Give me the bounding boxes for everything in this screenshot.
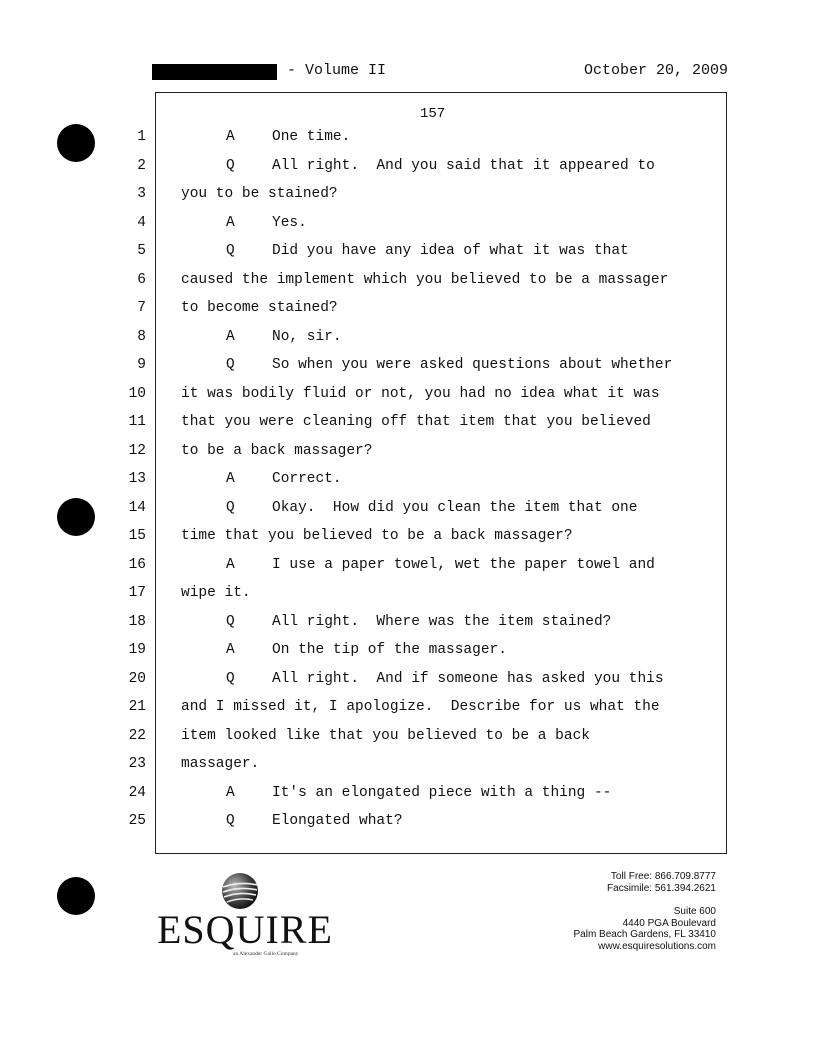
line-number: 9	[137, 357, 146, 373]
toll-free-number: Toll Free: 866.709.8777	[610, 871, 716, 882]
line-text: All right. And if someone has asked you this	[272, 670, 664, 687]
line-text: Yes.	[272, 214, 307, 231]
page-header	[152, 62, 728, 84]
line-number: 21	[128, 699, 146, 715]
transcript-line	[0, 386, 816, 415]
line-number: 4	[137, 214, 146, 231]
line-text: It's an elongated piece with a thing --	[272, 784, 612, 801]
speaker-label: A	[226, 556, 235, 573]
speaker-label: A	[226, 784, 235, 801]
line-number: 13	[128, 471, 146, 487]
line-text: On the tip of the massager.	[272, 642, 507, 658]
logo-tagline: an Alexander Gallo Company	[233, 951, 299, 957]
transcript-line	[0, 300, 816, 329]
line-text: Elongated what?	[272, 813, 403, 829]
line-number: 15	[128, 528, 146, 544]
line-number: 7	[137, 300, 146, 316]
transcript-line	[0, 728, 816, 757]
line-number: 19	[128, 642, 146, 658]
line-number: 11	[128, 414, 146, 430]
line-number: 18	[128, 613, 146, 630]
transcript-line	[0, 785, 816, 814]
speaker-label: A	[226, 471, 235, 487]
speaker-label: A	[226, 328, 235, 345]
globe-icon	[220, 871, 260, 911]
transcript-line	[0, 158, 816, 187]
line-number: 14	[128, 499, 146, 516]
line-text: wipe it.	[181, 585, 251, 601]
transcript-line	[0, 186, 816, 215]
page-number: 157	[420, 106, 446, 122]
line-text: One time.	[272, 129, 351, 145]
line-text: to be a back massager?	[181, 442, 373, 459]
line-number: 6	[137, 271, 146, 288]
transcript-line	[0, 642, 816, 671]
transcript-line	[0, 243, 816, 272]
transcript-line	[0, 756, 816, 785]
line-number: 22	[128, 727, 146, 744]
line-number: 12	[128, 442, 146, 459]
transcript-line	[0, 471, 816, 500]
line-number: 10	[128, 385, 146, 402]
esquire-logo	[157, 868, 333, 960]
line-text: item looked like that you believed to be a back	[181, 727, 590, 744]
line-text: you to be stained?	[181, 186, 338, 202]
line-text: I use a paper towel, wet the paper towel and	[272, 556, 655, 573]
line-text: No, sir.	[272, 328, 342, 345]
line-text: to become stained?	[181, 300, 338, 316]
line-number: 3	[137, 186, 146, 202]
line-text: Correct.	[272, 471, 342, 487]
address-city: Palm Beach Gardens, FL 33410	[573, 929, 716, 940]
facsimile-number: Facsimile: 561.394.2621	[607, 882, 716, 894]
line-text: it was bodily fluid or not, you had no idea what it was	[181, 385, 660, 402]
transcript-line	[0, 528, 816, 557]
transcript-line	[0, 699, 816, 728]
line-text: Did you have any idea of what it was that	[272, 243, 629, 259]
line-number: 16	[128, 556, 146, 573]
address-street: 4440 PGA Boulevard	[622, 917, 716, 929]
transcript-line	[0, 129, 816, 158]
line-text: Okay. How did you clean the item that one	[272, 499, 638, 516]
transcript-line	[0, 414, 816, 443]
line-text: caused the implement which you believed to be a massager	[181, 271, 669, 288]
volume-label: - Volume II	[287, 62, 387, 79]
line-number: 5	[137, 243, 146, 259]
speaker-label: Q	[226, 499, 235, 516]
line-number: 8	[137, 328, 146, 345]
transcript-line	[0, 585, 816, 614]
line-number: 2	[137, 157, 146, 174]
transcript-line	[0, 272, 816, 301]
transcript-lines	[0, 129, 816, 842]
line-number: 25	[128, 813, 146, 829]
transcript-line	[0, 671, 816, 700]
speaker-label: A	[226, 214, 235, 231]
line-text: All right. And you said that it appeared to	[272, 157, 655, 174]
line-number: 24	[128, 784, 146, 801]
line-number: 17	[128, 585, 146, 601]
line-text: that you were cleaning off that item that you believed	[181, 414, 651, 430]
transcript-line	[0, 813, 816, 842]
address-suite: Suite 600	[673, 906, 716, 917]
transcript-line	[0, 500, 816, 529]
line-number: 23	[128, 756, 146, 772]
logo-wordmark: ESQUIRE	[157, 907, 333, 952]
contact-block	[574, 871, 717, 952]
deposition-date: October 20, 2009	[583, 62, 728, 79]
line-number: 20	[128, 670, 146, 687]
line-text: massager.	[181, 756, 260, 772]
transcript-line	[0, 215, 816, 244]
line-text: So when you were asked questions about whether	[272, 357, 673, 373]
speaker-label: Q	[226, 613, 235, 630]
speaker-label: Q	[226, 670, 235, 687]
speaker-label: Q	[226, 157, 235, 174]
line-text: time that you believed to be a back massager?	[181, 528, 573, 544]
line-text: and I missed it, I apologize. Describe for us what the	[181, 699, 660, 715]
speaker-label: Q	[226, 243, 235, 259]
transcript-line	[0, 357, 816, 386]
transcript-line	[0, 614, 816, 643]
speaker-label: A	[226, 129, 235, 145]
line-number: 1	[137, 129, 146, 145]
transcript-line	[0, 443, 816, 472]
website-link[interactable]: www.esquiresolutions.com	[598, 940, 716, 952]
punch-hole-bottom	[57, 877, 95, 915]
transcript-line	[0, 329, 816, 358]
transcript-line	[0, 557, 816, 586]
line-text: All right. Where was the item stained?	[272, 613, 612, 630]
speaker-label: Q	[226, 813, 235, 829]
redaction-bar	[152, 64, 277, 80]
speaker-label: Q	[226, 357, 235, 373]
speaker-label: A	[226, 642, 235, 658]
